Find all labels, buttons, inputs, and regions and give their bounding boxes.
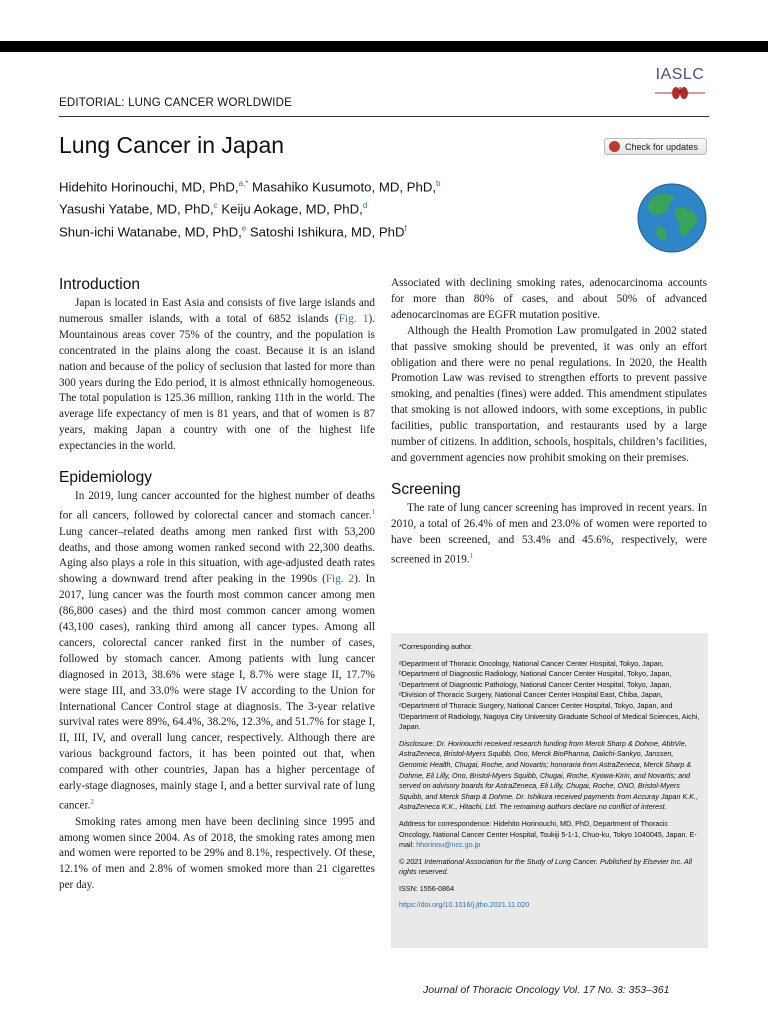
email-link[interactable]: hhorinou@ncc.go.jp [416,840,481,850]
citation-link[interactable]: 2 [90,798,94,807]
section-heading-epidemiology: Epidemiology [59,469,153,487]
copyright-note: © 2021 International Association for the Study of Lung Cancer. Published by Elsevier Inc. All rights reserved. [399,856,692,877]
paragraph: Although the Health Promotion Law promulgated in 2002 stated that passive smoking should be prevented, it was only an effort obligation and there were no penal regulations. In 2020, the Health Promotion Law was revised to strengthen efforts to prevent passive smoking, and penalties (fines) were added. This amendment stipulates that smoking is not allowed indoors, with some exceptions, in public facilities, public transportation, and restaurants used by a large number of citizens. In addition, schools, hospitals, children’s facilities, and government agencies now prohibit smoking on their premises. [391,324,707,464]
check-for-updates-label: Check for updates [625,141,699,152]
author-name[interactable]: Hidehito Horinouchi, MD, PhD, [59,179,239,195]
author-affiliation-mark[interactable]: b [436,179,441,188]
paragraph: The rate of lung cancer screening has improved in recent years. In 2010, a total of 26.4% of men and 23.0% of women were reported to have been screened, and 53.4% and 45.6%, respectively, were screened in 2019.$^1$ [391,501,707,566]
corresponding-author-note: *Corresponding author. [399,642,473,651]
globe-icon [636,182,708,254]
affiliations-note: ᵃDepartment of Thoracic Oncology, National Cancer Center Hospital, Tokyo, Japan, ᵇDepartment of Diagnostic Radiology, National Cancer Center Hospital, Tokyo, Japan, ᶜDepartment of Diagnostic Pathology, National Cancer Center Hospital, Tokyo, Japan, ᵈDivision of Thoracic Surgery, National Cancer Center Hospital East, Chiba, Japan, ᵉDepartment of Thoracic Surgery, National Cancer Center Hospital, Tokyo, Japan, and ᶠDepartment of Radiology, Nagoya City University Graduate School of Medical Sciences, Aichi, Japan. [399,658,700,732]
author-affiliation-mark[interactable]: a,* [238,179,249,188]
author-affiliation-mark[interactable]: c [213,201,218,211]
paragraph: In 2019, lung cancer accounted for the highest number of deaths for all cancers, followed by colorectal cancer and stomach cancer.$^1$ Lung cancer–related deaths among men ranked first with 53,200 deaths, and those among women ranked second with 22,300 deaths. Aging also plays a role in this situation, with age-adjusted death rates showing a downward trend after peaking in the 1990s (Fig. 2). In 2017, lung cancer was the fourth most common cancer among men (86,800 cases) and the third most common cancer among women (43,100 cases), ranking third among all cancer types. Among all cancers, colorectal cancer ranked first in the number of cases, followed by stomach cancer. Among patients with lung cancer diagnosed in 2013, 38.6% were stage I, 8.7% were stage II, 17.7% were stage III, and 33.0% were stage IV according to the Union for International Cancer Control stage at diagnosis. The 3-year relative survival rates were 89%, 64.4%, 38.2%, 12.3%, and 51.7% for stage I, II, III, IV, and overall lung cancer, respectively. Although there are various background factors, it has been pointed out that, when compared with other countries, Japan has a higher percentage of early-stage diagnoses, mainly stage I, and a better survival rate of lung cancer.$^2$ [59,490,375,812]
author-name[interactable]: Satoshi Ishikura, MD, PhD [246,224,405,240]
author-name[interactable]: Yasushi Yatabe, MD, PhD, [59,201,214,217]
left-column [59,276,375,894]
author-name[interactable]: Keiju Aokage, MD, PhD, [217,201,363,217]
correspondence-address: Address for correspondence: Hidehito Horinouchi, MD, PhD, Department of Thoracic Oncology, National Cancer Center Hospital, Tsukiji 5-1-1, Chuo-ku, Tokyo 1040045, Japan. E-mail: hhorinou@ncc.go.jp [399,818,697,850]
iaslc-logo-text: IASLC [655,66,705,83]
top-black-bar [0,41,768,52]
right-column [391,276,707,568]
author-affiliation-mark[interactable]: f [404,223,407,233]
author-name[interactable]: Shun-ichi Watanabe, MD, PhD, [59,224,242,240]
author-list [59,174,579,241]
paragraph: Smoking rates among men have been declining since 1995 and among women since 2004. As of 2018, the smoking rates among men and women were reported to be 29% and 8.1%, respectively. Of these, 12.1% of men and 2.8% of women smoked more than 21 cigarettes per day. [59,815,375,892]
author-affiliation-mark[interactable]: e [241,223,247,233]
figure-link[interactable]: Fig. 2 [325,573,355,586]
section-heading-screening: Screening [391,480,461,498]
iaslc-logo[interactable] [652,66,708,100]
kicker-rule [59,116,709,117]
footnote-box [391,633,708,948]
lungs-icon [655,86,705,100]
running-footer: Journal of Thoracic Oncology Vol. 17 No. 3: 353–361 [423,984,670,996]
paragraph: Japan is located in East Asia and consists of five large islands and numerous smaller islands, with a total of 6852 islands (Fig. 1). Mountainous areas cover 75% of the country, and the population is concentrated in the plains along the coast. Because it is an island nation and because of the policy of seclusion that lasted for more than 300 years during the Edo period, it is almost ethnically homogeneous. The total population is 125.36 million, ranking 11th in the world. The average life expectancy of men is 81 years, and that of women is 87 years, making Japan a country with one of the highest life expectancies in the world. [59,297,375,453]
doi-link[interactable]: https://doi.org/10.1016/j.jtho.2021.11.020 [399,900,530,910]
paragraph: Associated with declining smoking rates, adenocarcinoma accounts for more than 80% of cases, and about 50% of advanced adenocarcinomas are EGFR mutation positive. [391,277,707,321]
citation-link[interactable]: 1 [469,551,474,560]
figure-link[interactable]: Fig. 1 [338,312,369,325]
section-heading-introduction: Introduction [59,276,140,293]
issn: ISSN: 1556-0864 [399,883,455,893]
section-kicker: EDITORIAL: LUNG CANCER WORLDWIDE [59,97,293,109]
article-title: Lung Cancer in Japan [59,132,285,158]
check-for-updates-button[interactable] [604,138,707,155]
disclosure-note: Disclosure: Dr. Horinouchi received research funding from Merck Sharp & Dohme, AbbVie, AstraZeneca, Bristol-Myers Squibb, Ono, Merck BioPharma, Daiichi-Sankyo, Janssen, Genomic Health, Chugai, Roche, and Novartis; honoraria from AstraZeneca, Merck Sharp & Dohme, Eli Lilly, Ono, Bristol-Myers Squibb, Chugai, Roche, Kyowa-Kirin, and Novartis; and served on advisory boards for AstraZeneca, Eli Lilly, Chugai, Roche, ONO, Bristol-Myers Squibb, and Merck Sharp & Dohme. Dr. Ishikura received payments from Accuray Japan K.K., AstraZeneca K.K., Hitachi, Ltd. The remaining authors declare no conflict of interest. [399,738,699,812]
author-name[interactable]: Masahiko Kusumoto, MD, PhD, [248,179,437,195]
check-updates-icon [609,141,620,152]
author-affiliation-mark[interactable]: d [362,201,368,211]
citation-link[interactable]: 1 [371,507,375,516]
